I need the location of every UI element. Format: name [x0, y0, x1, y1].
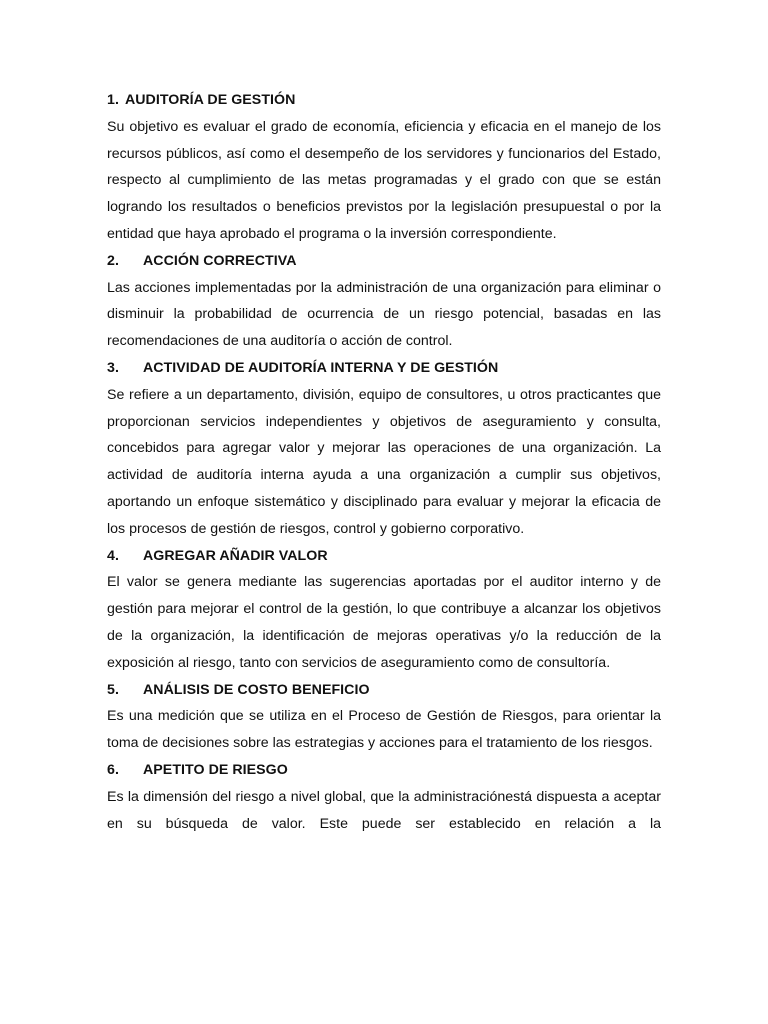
section-heading [107, 543, 661, 570]
section-body: Es una medición que se utiliza en el Proceso de Gestión de Riesgos, para orientar la toma de decisiones sobre las estrategias y acciones para el tratamiento de los riesgos. [107, 708, 661, 752]
section-2 [107, 248, 661, 355]
section-number: 1. [107, 92, 119, 108]
section-heading [107, 677, 661, 704]
document-page [107, 87, 661, 837]
section-title: ACTIVIDAD DE AUDITORÍA INTERNA Y DE GESTIÓN [143, 359, 499, 376]
section-heading [107, 355, 661, 382]
section-title: ACCIÓN CORRECTIVA [143, 252, 297, 269]
section-body: El valor se genera mediante las sugerencias aportadas por el auditor interno y de gestión para mejorar el control de la gestión, lo que contribuye a alcanzar los objetivos de la organización, la identificación de mejoras operativas y/o la reducción de la exposición al riesgo, tanto con servicios de aseguramiento como de consultoría. [107, 574, 661, 671]
section-heading [107, 87, 661, 114]
section-number: 5. [107, 681, 119, 698]
section-5 [107, 677, 661, 757]
section-body: Se refiere a un departamento, división, equipo de consultores, u otros practicantes que proporcionan servicios independientes y objetivos de aseguramiento y consulta, concebidos para agregar valor y mejorar las operaciones de una organización. La actividad de auditoría interna ayuda a una organización a cumplir sus objetivos, aportando un enfoque sistemático y disciplinado para evaluar y mejorar la eficacia de los procesos de gestión de riesgos, control y gobierno corporativo. [107, 386, 661, 537]
section-1 [107, 87, 661, 248]
section-number: 3. [107, 359, 119, 376]
section-number: 4. [107, 547, 119, 564]
section-4 [107, 543, 661, 677]
section-title: ANÁLISIS DE COSTO BENEFICIO [143, 681, 370, 698]
section-body: Las acciones implementadas por la administración de una organización para eliminar o disminuir la probabilidad de ocurrencia de un riesgo potencial, basadas en las recomendaciones de una auditoría o acción de control. [107, 279, 661, 350]
section-body: Es la dimensión del riesgo a nivel global, que la administraciónestá dispuesta a aceptar en su búsqueda de valor. Este puede ser establecido en relación a la [107, 788, 661, 832]
section-title: AGREGAR AÑADIR VALOR [143, 547, 328, 564]
section-heading [107, 248, 661, 275]
section-number: 2. [107, 252, 119, 269]
section-6 [107, 757, 661, 837]
section-number: 6. [107, 761, 119, 778]
section-title: APETITO DE RIESGO [143, 761, 288, 778]
section-title: AUDITORÍA DE GESTIÓN [124, 92, 296, 108]
section-heading [107, 757, 661, 784]
section-3 [107, 355, 661, 543]
section-body: Su objetivo es evaluar el grado de economía, eficiencia y eficacia en el manejo de los recursos públicos, así como el desempeño de los servidores y funcionarios del Estado, respecto al cumplimiento de las metas programadas y el grado con que se están logrando los resultados o beneficios previstos por la legislación presupuestal o por la entidad que haya aprobado el programa o la inversión correspondiente. [107, 118, 661, 242]
